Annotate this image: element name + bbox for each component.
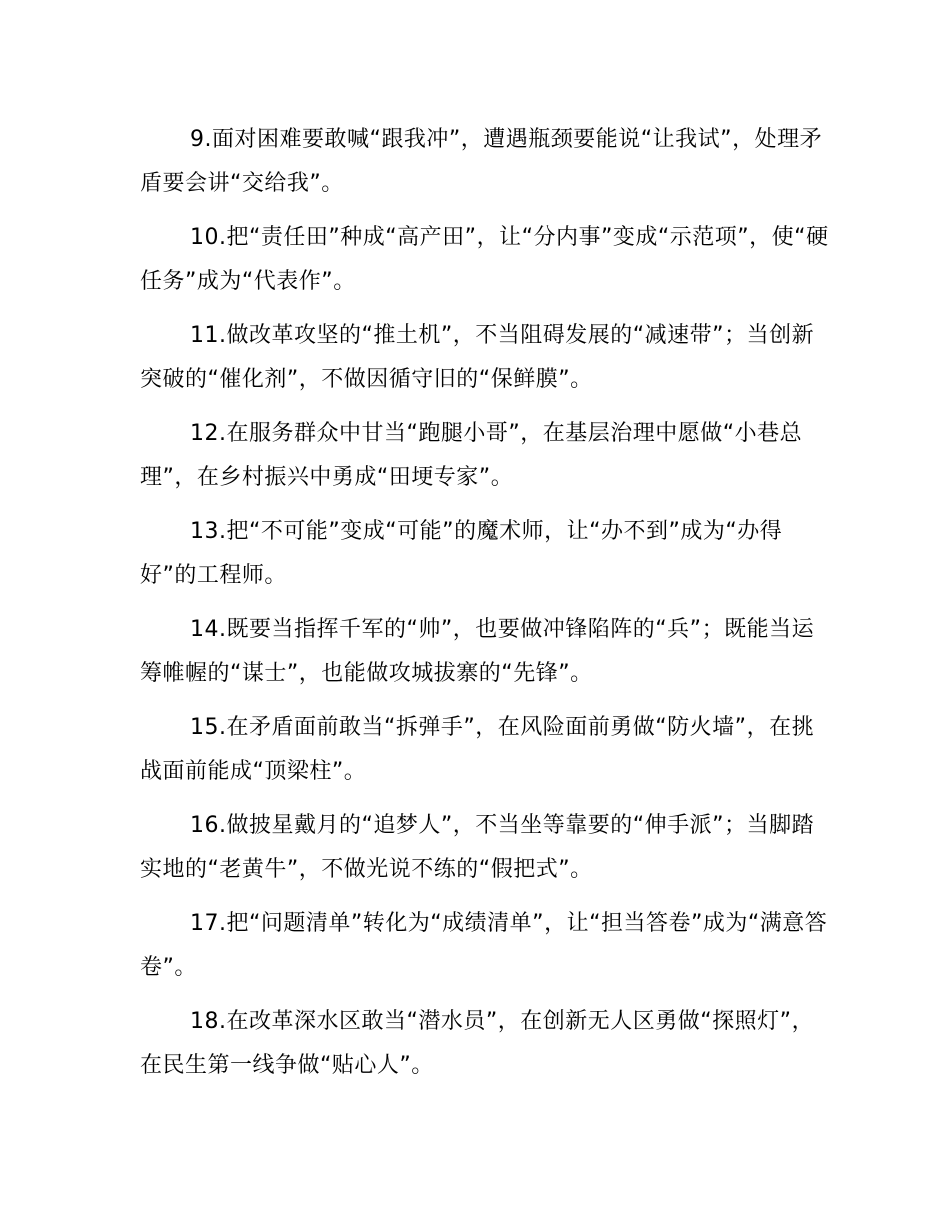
paragraph-13: 13.把“不可能”变成“可能”的魔术师，让“办不到”成为“办得好”的工程师。 (140, 519, 783, 588)
paragraph-10: 10.把“责任田”种成“高产田”，让“分内事”变成“示范项”，使“硬任务”成为“代表作”。 (140, 225, 829, 294)
paragraph-17: 17.把“问题清单”转化为“成绩清单”，让“担当答卷”成为“满意答卷”。 (140, 911, 828, 980)
paragraph-18: 18.在改革深水区敢当“潜水员”，在创新无人区勇做“探照灯”，在民生第一线争做“贴心人”。 (140, 1009, 815, 1078)
paragraph-16: 16.做披星戴月的“追梦人”，不当坐等靠要的“伸手派”；当脚踏实地的“老黄牛”，不做光说不练的“假把式”。 (140, 813, 815, 882)
paragraph-12: 12.在服务群众中甘当“跑腿小哥”，在基层治理中愿做“小巷总理”，在乡村振兴中勇成“田埂专家”。 (140, 421, 803, 490)
paragraph-9: 9.面对困难要敢喊“跟我冲”，遭遇瓶颈要能说“让我试”，处理矛盾要会讲“交给我”。 (140, 127, 823, 196)
paragraph-15: 15.在矛盾面前敢当“拆弹手”，在风险面前勇做“防火墙”，在挑战面前能成“顶梁柱”。 (140, 715, 815, 784)
paragraph-14: 14.既要当指挥千军的“帅”，也要做冲锋陷阵的“兵”；既能当运筹帷幄的“谋士”，也能做攻城拔寨的“先锋”。 (140, 617, 815, 686)
paragraph-11: 11.做改革攻坚的“推土机”，不当阻碍发展的“减速带”；当创新突破的“催化剂”，不做因循守旧的“保鲜膜”。 (140, 323, 815, 392)
document-body (140, 118, 835, 1098)
